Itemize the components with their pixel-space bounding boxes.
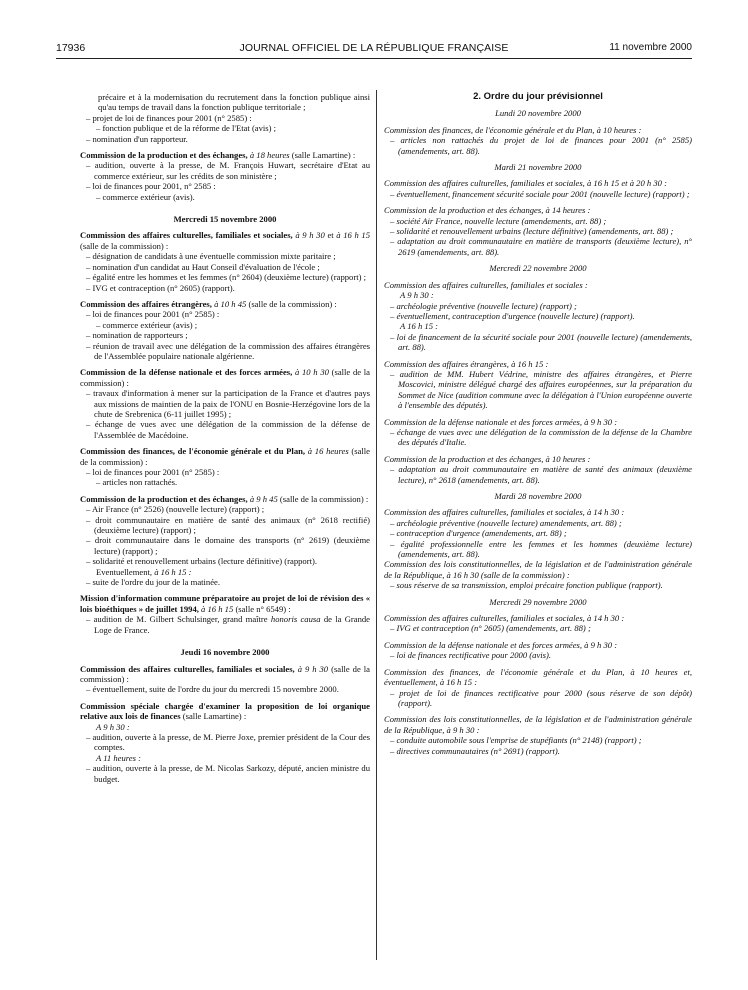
issue-date: 11 novembre 2000 <box>609 42 692 53</box>
text-line: précaire et à la modernisation du recrutement dans la fonction publique ainsi qu'au temps de travail dans la fonction publique territoriale ; <box>98 92 370 113</box>
commission-heading: Commission des affaires culturelles, familiales et sociales, à 16 h 15 et à 20 h 30 : <box>384 178 667 189</box>
commission-heading: Commission de la défense nationale et des forces armées, à 10 h 30 (salle de la commission) : <box>80 367 370 388</box>
list-item: – adaptation au droit communautaire en matière de transports (deuxième lecture), n° 2619 (amendements, art. 88). <box>390 236 692 257</box>
list-item: – commerce extérieur (avis). <box>96 191 195 202</box>
commission-heading: Commission de la production et des échanges, à 10 heures : <box>384 453 591 464</box>
commission-heading: Commission des affaires étrangères, à 10 h 45 (salle de la commission) : <box>80 298 337 309</box>
list-item: – IVG et contraception (n° 2605) (amendements, art. 88) ; <box>390 623 591 634</box>
list-item: – archéologie préventive (nouvelle lecture) amendements, art. 88) ; <box>390 517 622 528</box>
list-item: – loi de finances pour 2001 (n° 2585) : <box>86 309 220 320</box>
list-item: – sous réserve de sa transmission, emploi précaire fonction publique (rapport). <box>390 580 663 591</box>
list-item: – audition, ouverte à la presse, de M. Nicolas Sarkozy, député, ancien ministre du budget. <box>86 763 370 784</box>
commission-heading: Commission des lois constitutionnelles, de la législation et de l'administration générale de la République, à 9 h 30 : <box>384 714 692 735</box>
list-item: – commerce extérieur (avis) ; <box>96 319 198 330</box>
day-heading: Mercredi 15 novembre 2000 <box>173 214 277 225</box>
list-item: – droit communautaire en matière de santé des animaux (n° 2618 rectifié) (deuxième lecture) (rapport) ; <box>86 514 370 536</box>
journal-title: JOURNAL OFFICIEL DE LA RÉPUBLIQUE FRANÇAISE <box>239 42 509 54</box>
list-item: – contraception d'urgence (amendements, art. 88) ; <box>390 528 567 539</box>
commission-heading: Commission des finances, de l'économie générale et du Plan, à 10 heures : <box>384 124 642 135</box>
time-line: A 9 h 30 : <box>96 721 130 732</box>
time-line: A 9 h 30 : <box>400 290 434 301</box>
day-heading: Lundi 20 novembre 2000 <box>495 108 581 119</box>
list-item: – suite de l'ordre du jour de la matinée. <box>86 577 220 588</box>
list-item: – loi de finances pour 2001 (n° 2585) : <box>86 467 220 477</box>
list-item: – archéologie préventive (nouvelle lecture) (rapport) ; <box>390 300 577 311</box>
commission-heading: Commission de la défense nationale et des forces armées, à 9 h 30 : <box>384 416 618 427</box>
commission-heading: Commission des affaires culturelles, familiales et sociales, à 9 h 30 (salle de la commission) : <box>80 663 370 684</box>
list-item: – IVG et contraception (n° 2605) (rapport). <box>86 282 235 293</box>
list-item: – fonction publique et de la réforme de l'Etat (avis) ; <box>96 123 277 134</box>
list-item: – projet de loi de finances rectificative pour 2000 (sous réserve de son dépôt) (rapport). <box>390 687 692 708</box>
day-heading: Mercredi 22 novembre 2000 <box>489 263 587 274</box>
list-item: – nomination d'un candidat au Haut Conseil d'évaluation de l'école ; <box>86 261 320 272</box>
page-number: 17936 <box>56 42 86 54</box>
commission-heading: Commission des lois constitutionnelles, de la législation et de l'administration générale de la République, à 16 h 30 (salle de la commission) : <box>384 559 692 580</box>
column-divider <box>376 90 377 960</box>
commission-heading: Commission des affaires culturelles, familiales et sociales : <box>384 279 588 290</box>
list-item: – désignation de candidats à une éventuelle commission mixte paritaire ; <box>86 251 336 262</box>
page-header <box>56 42 692 58</box>
list-item: – échange de vues avec une délégation de la commission de la défense de l'Assemblée de Macédoine. <box>86 419 370 440</box>
day-heading: Mardi 28 novembre 2000 <box>494 491 582 501</box>
list-item: – égalité entre les hommes et les femmes (n° 2604) (deuxième lecture) (rapport) ; <box>86 272 367 283</box>
commission-heading: Commission de la production et des échanges, à 18 heures (salle Lamartine) : <box>80 150 356 161</box>
commission-heading: Commission des finances, de l'économie générale et du Plan, à 10 heures et, éventuellement, à 16 h 15 : <box>384 666 692 688</box>
section-title: 2. Ordre du jour prévisionnel <box>473 91 603 102</box>
day-heading: Mercredi 29 novembre 2000 <box>489 596 587 607</box>
time-line: A 16 h 15 : <box>400 321 439 332</box>
commission-heading: Commission de la production et des échanges, à 14 heures : <box>384 205 591 216</box>
list-item: – éventuellement, contraception d'urgence (nouvelle lecture) (rapport). <box>390 310 635 321</box>
list-item: – directives communautaires (n° 2691) (rapport). <box>390 745 560 756</box>
list-item: – éventuellement, financement sécurité sociale pour 2001 (nouvelle lecture) (rapport) ; <box>390 188 690 199</box>
commission-heading: Commission spéciale chargée d'examiner la proposition de loi organique relative aux lois de finances (salle Lamartine) : <box>80 700 370 722</box>
list-item: – conduite automobile sous l'emprise de stupéfiants (n° 2148) (rapport) ; <box>390 735 642 746</box>
commission-heading: Commission des affaires culturelles, familiales et sociales, à 14 h 30 : <box>384 507 625 518</box>
day-heading: Jeudi 16 novembre 2000 <box>180 647 270 658</box>
list-item: – articles non rattachés du projet de loi de finances pour 2001 (n° 2585) (amendements, art. 88). <box>390 135 692 156</box>
list-item: – adaptation au droit communautaire en matière de santé des animaux (deuxième lecture), n° 2618 (amendements, art. 88). <box>390 464 692 485</box>
commission-heading: Commission des finances, de l'économie générale et du Plan, à 16 heures (salle de la commission) : <box>80 446 371 467</box>
list-item: – droit communautaire dans le domaine des transports (n° 2619) (deuxième lecture) (rapport) ; <box>86 535 370 556</box>
list-item: – solidarité et renouvellement urbains (lecture définitive) (amendements, art. 88) ; <box>390 226 674 237</box>
commission-heading: Commission des affaires étrangères, à 16 h 15 : <box>384 358 549 369</box>
list-item: – égalité professionnelle entre les femmes et les hommes (deuxième lecture) (amendements, art. 88). <box>390 538 692 560</box>
list-item: – société Air France, nouvelle lecture (amendements, art. 88) ; <box>390 215 607 226</box>
list-item: – nomination d'un rapporteur. <box>86 133 188 144</box>
list-item: – audition, ouverte à la presse, de M. François Huwart, secrétaire d'Etat au commerce extérieur, sur les crédits de son ministère ; <box>86 160 370 181</box>
time-line: Eventuellement, à 16 h 15 : <box>96 566 192 577</box>
commission-heading: Mission d'information commune préparatoire au projet de loi de révision des « lois bioéthiques » de juillet 1994, à 16 h 15 (salle n° 6549) : <box>80 593 370 614</box>
list-item: – projet de loi de finances pour 2001 (n° 2585) : <box>86 112 252 123</box>
commission-heading: Commission des affaires culturelles, familiales et sociales, à 14 h 30 : <box>384 613 625 624</box>
list-item: – Air France (n° 2526) (nouvelle lecture) (rapport) ; <box>86 504 265 515</box>
commission-heading: Commission de la production et des échanges, à 9 h 45 (salle de la commission) : <box>80 493 369 504</box>
right-column <box>384 92 692 756</box>
list-item: – audition de M. Gilbert Schulsinger, grand maître honoris causa de la Grande Loge de France. <box>86 614 370 635</box>
commission-heading: Commission de la défense nationale et des forces armées, à 9 h 30 : <box>384 639 618 650</box>
list-item: – audition, ouverte à la presse, de M. Pierre Joxe, premier président de la Cour des comptes. <box>86 731 370 753</box>
list-item: – travaux d'information à mener sur la participation de la France et d'autres pays aux missions de maintien de la paix de l'ONU en Bosnie-Herzégovine lors de la chute de Srebrenica (6-11 juillet 1995) ; <box>86 388 370 419</box>
list-item: – nomination de rapporteurs ; <box>86 330 188 341</box>
list-item: – loi de finances pour 2001, n° 2585 : <box>86 181 216 192</box>
list-item: – audition de MM. Hubert Védrine, ministre des affaires étrangères, et Pierre Moscovici, ministre délégué chargé des affaires européennes, sur la préparation du Sommet de Nice (audition commune avec la délégation à l'Union européenne ouverte à l'ensemble des députés). <box>390 368 692 411</box>
day-heading: Mardi 21 novembre 2000 <box>494 162 582 173</box>
left-column <box>80 92 370 784</box>
list-item: – solidarité et renouvellement urbains (lecture définitive) (rapport). <box>86 556 317 567</box>
time-line: A 11 heures : <box>96 752 141 763</box>
list-item: – réunion de travail avec une délégation de la commission des affaires étrangères de l'Assemblée populaire nationale algérienne. <box>86 340 370 361</box>
header-rule <box>56 58 692 59</box>
list-item: – éventuellement, suite de l'ordre du jour du mercredi 15 novembre 2000. <box>86 684 339 695</box>
commission-heading: Commission des affaires culturelles, familiales et sociales, à 9 h 30 et à 16 h 15 (salle de la commission) : <box>80 230 371 251</box>
list-item: – échange de vues avec une délégation de la commission de la défense de la Chambre des députés d'Italie. <box>390 426 692 448</box>
list-item: – loi de finances rectificative pour 2000 (avis). <box>390 650 552 661</box>
list-item: – articles non rattachés. <box>96 477 178 488</box>
list-item: – loi de financement de la sécurité sociale pour 2001 (nouvelle lecture) (amendements, art. 88). <box>390 331 692 353</box>
